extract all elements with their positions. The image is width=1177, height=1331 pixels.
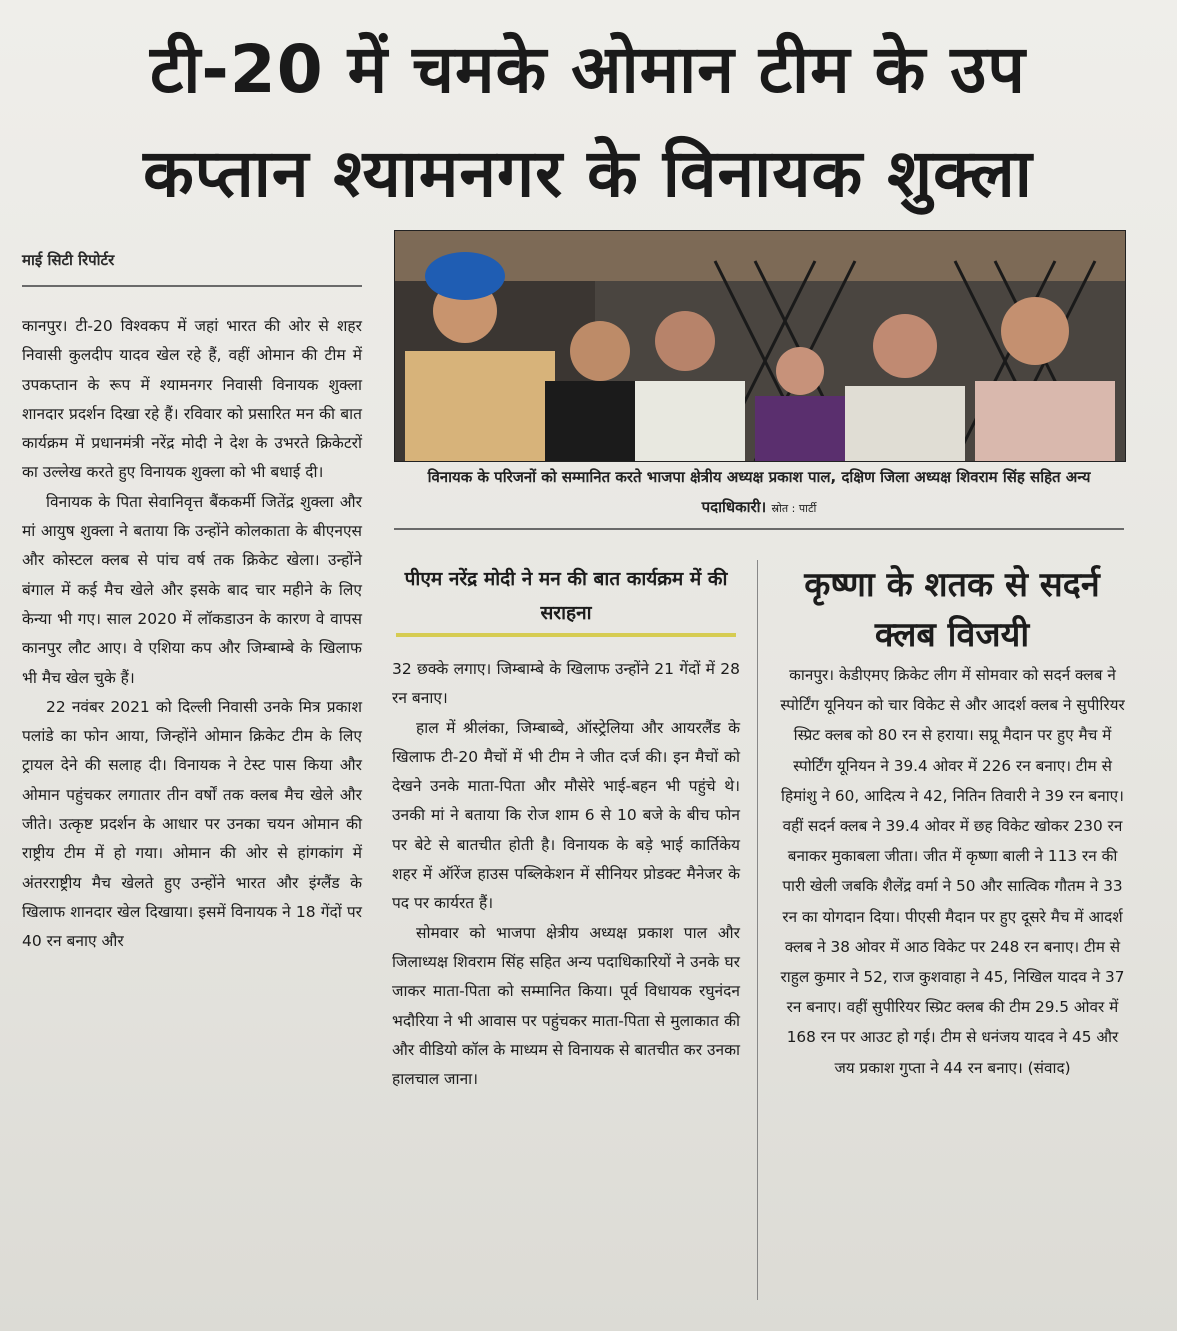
byline: माई सिटी रिपोर्टर bbox=[22, 251, 115, 269]
article-column-1 bbox=[22, 312, 362, 957]
photo-caption bbox=[394, 462, 1124, 524]
paragraph: हाल में श्रीलंका, जिम्बाब्वे, ऑस्ट्रेलिया और आयरलैंड के खिलाफ टी-20 मैचों में भी टीम ने जीत दर्ज की। इन मैचों को देखने उनके माता-पिता और मौसेरे भाई-बहन भी पहुंचे थे। उनकी मां ने बताया कि रोज शाम 6 से 10 बजे के बीच फोन पर बेटे से बातचीत होती है। विनायक के बड़े भाई कार्तिकेय शहर में ऑरेंज हाउस पब्लिकेशन में सीनियर प्रोडक्ट मैनेजर के पद पर कार्यरत हैं। bbox=[392, 718, 740, 913]
column-divider bbox=[757, 560, 758, 1300]
caption-divider bbox=[394, 528, 1124, 530]
paragraph: 32 छक्के लगाए। जिम्बाम्बे के खिलाफ उन्होंने 21 गेंदों में 28 रन बनाए। bbox=[392, 660, 740, 708]
article-column-2 bbox=[392, 655, 740, 1094]
paragraph: विनायक के पिता सेवानिवृत्त बैंककर्मी जितेंद्र शुक्ला और मां आयुष शुक्ला ने बताया कि उन्होंने कोलकाता के बीएनएस और कोस्टल क्लब से पांच वर्ष तक क्रिकेट खेला। उन्होंने बंगाल में कई मैच खेले और इसके बाद चार महीने के लिए केन्या भी गए। साल 2020 में लॉकडाउन के कारण वे वापस कानपुर लौट आए। वे एशिया कप और जिम्बाम्बे के खिलाफ भी मैच खेल चुके हैं। bbox=[22, 492, 362, 687]
paragraph: कानपुर। केडीएमए क्रिकेट लीग में सोमवार को सदर्न क्लब ने स्पोर्टिंग यूनियन को चार विकेट से और आदर्श क्लब ने सुपीरियर स्प्रिट क्लब को 80 रन से हराया। सप्रू मैदान पर हुए मैच में स्पोर्टिंग यूनियन ने 39.4 ओवर में 226 रन बनाए। टीम से हिमांशु ने 60, आदित्य ने 42, नितिन तिवारी ने 39 रन बनाए। वहीं सदर्न क्लब ने 39.4 ओवर में छह विकेट खोकर 230 रन बनाकर मुकाबला जीता। जीत में कृष्णा बाली ने 113 रन की पारी खेली जबकि शैलेंद्र वर्मा ने 50 और सात्विक गौतम ने 33 रन का योगदान दिया। पीएसी मैदान पर हुए दूसरे मैच में आदर्श क्लब ने 38 ओवर में आठ विकेट पर 248 रन बनाए। टीम से राहुल कुमार ने 52, राज कुशवाहा ने 45, निखिल यादव ने 37 रन बनाए। वहीं सुपीरियर स्प्रिट क्लब की टीम 29.5 ओवर में 168 रन पर आउट हो गई। टीम से धनंजय यादव ने 45 और जय प्रकाश गुप्ता ने 44 रन बनाए। (संवाद) bbox=[780, 666, 1125, 1077]
caption-source: स्रोत : पार्टी bbox=[771, 502, 817, 515]
caption-text: विनायक के परिजनों को सम्मानित करते भाजपा क्षेत्रीय अध्यक्ष प्रकाश पाल, दक्षिण जिला अध्यक्ष शिवराम सिंह सहित अन्य पदाधिकारी। bbox=[427, 468, 1091, 516]
paragraph: कानपुर। टी-20 विश्वकप में जहां भारत की ओर से शहर निवासी कुलदीप यादव खेल रहे हैं, वहीं ओमान की टीम में उपकप्तान के रूप में श्यामनगर निवासी विनायक शुक्ला शानदार प्रदर्शन दिखा रहे हैं। रविवार को प्रसारित मन की बात कार्यक्रम में प्रधानमंत्री नरेंद्र मोदी ने देश के उभरते क्रिकेटरों का उल्लेख करते हुए विनायक शुक्ला को भी बधाई दी। bbox=[22, 317, 362, 482]
subheading-underline bbox=[396, 633, 736, 637]
byline-divider bbox=[22, 285, 362, 287]
news-photo bbox=[394, 230, 1126, 462]
headline bbox=[18, 18, 1158, 226]
paragraph: 22 नवंबर 2021 को दिल्ली निवासी उनके मित्र प्रकाश पलांडे का फोन आया, जिन्होंने ओमान क्रिकेट टीम के लिए ट्रायल देने की सलाह दी। विनायक ने टेस्ट पास किया और ओमान पहुंचकर लगातार तीन वर्षों तक क्लब मैच खेले और जीते। उत्कृष्ट प्रदर्शन के आधार पर उनका चयन ओमान की राष्ट्रीय टीम में हो गया। ओमान की ओर से हांगकांग में अंतरराष्ट्रीय मैच खेलते हुए उन्होंने भारत और इंग्लैंड के खिलाफ शानदार खेल दिखाया। इसमें विनायक ने 18 गेंदों पर 40 रन बनाए और bbox=[22, 697, 362, 951]
headline-line-1: टी-20 में चमके ओमान टीम के उप bbox=[150, 31, 1026, 108]
sidebar-article bbox=[775, 660, 1130, 1083]
subheading-pm-modi: पीएम नरेंद्र मोदी ने मन की बात कार्यक्रम में की सराहना bbox=[404, 568, 728, 624]
headline-line-2: कप्तान श्यामनगर के विनायक शुक्ला bbox=[143, 135, 1033, 212]
group-photo-illustration bbox=[395, 231, 1125, 461]
paragraph: सोमवार को भाजपा क्षेत्रीय अध्यक्ष प्रकाश पाल और जिलाध्यक्ष शिवराम सिंह सहित अन्य पदाधिकारियों ने उनके घर जाकर माता-पिता को सम्मानित किया। पूर्व विधायक रघुनंदन भदौरिया ने भी आवास पर पहुंचकर माता-पिता से मुलाकात की और वीडियो कॉल के माध्यम से विनायक से बातचीत कर उनका हालचाल जाना। bbox=[392, 923, 740, 1089]
sidebar-headline: कृष्णा के शतक से सदर्न क्लब विजयी bbox=[804, 565, 1100, 655]
